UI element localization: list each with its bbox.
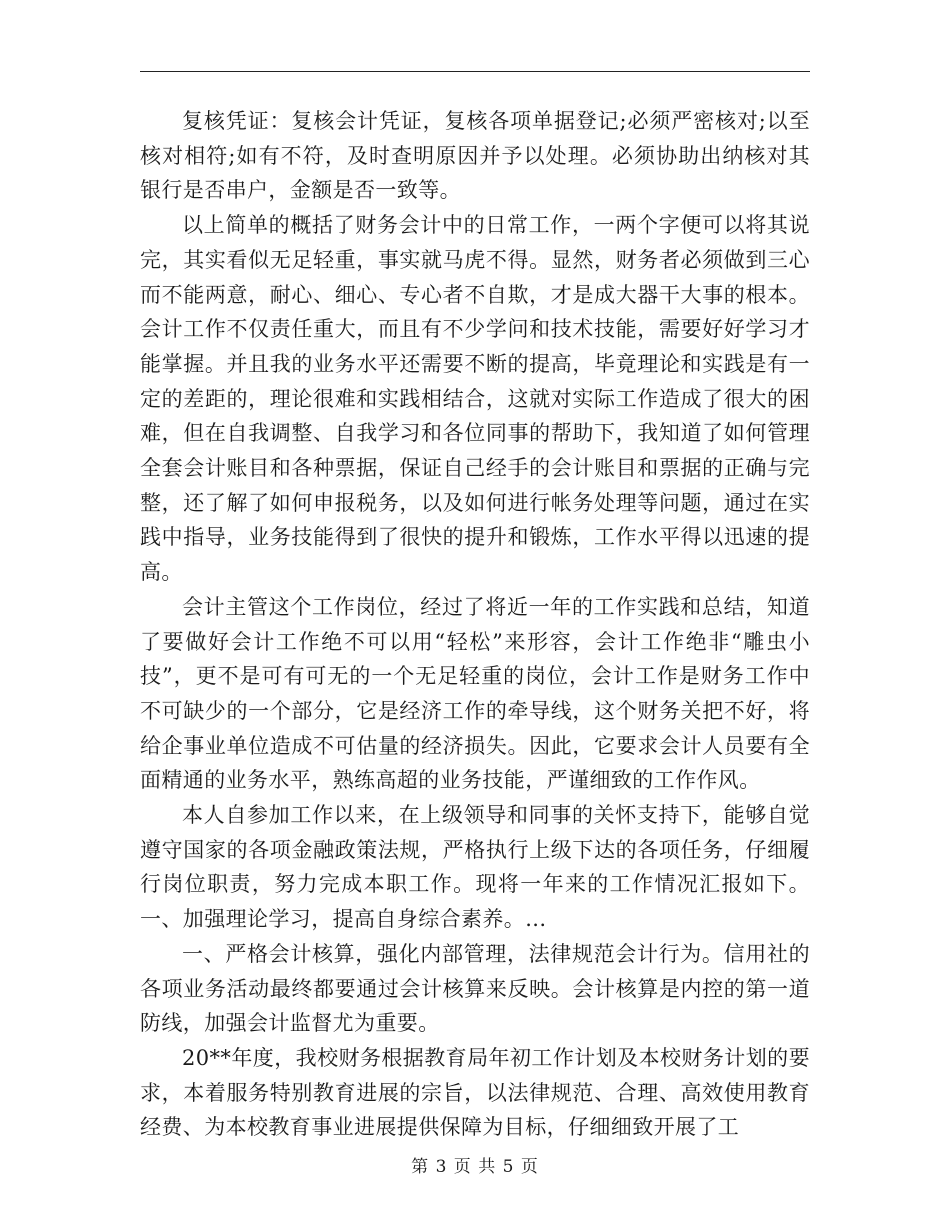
- document-body: [140, 104, 810, 1145]
- paragraph-strict-accounting: 一、严格会计核算，强化内部管理，法律规范会计行为。信用社的各项业务活动最终都要通过会计核算来反映。会计核算是内控的第一道防线，加强会计监督尤为重要。: [140, 941, 810, 1036]
- paragraph-daily-work-summary: 以上简单的概括了财务会计中的日常工作，一两个字便可以将其说完，其实看似无足轻重，事实就马虎不得。显然，财务者必须做到三心而不能两意，耐心、细心、专心者不自欺，才是成大器干大事的根本。会计工作不仅责任重大，而且有不少学问和技术技能，需要好好学习才能掌握。并且我的业务水平还需要不断的提高，毕竟理论和实践是有一定的差距的，理论很难和实践相结合，这就对实际工作造成了很大的困难，但在自我调整、自我学习和各位同事的帮助下，我知道了如何管理全套会计账目和各种票据，保证自己经手的会计账目和票据的正确与完整，还了解了如何申报税务，以及如何进行帐务处理等问题，通过在实践中指导，业务技能得到了很快的提升和锻炼，工作水平得以迅速的提高。: [140, 213, 810, 585]
- paragraph-accounting-supervisor: 会计主管这个工作岗位，经过了将近一年的工作实践和总结，知道了要做好会计工作绝不可以用“轻松”来形容，会计工作绝非“雕虫小技”，更不是可有可无的一个无足轻重的岗位，会计工作是财务工作中不可缺少的一个部分，它是经济工作的牵导线，这个财务关把不好，将给企事业单位造成不可估量的经济损失。因此，它要求会计人员要有全面精通的业务水平，熟练高超的业务技能，严谨细致的工作作风。: [140, 594, 810, 793]
- page-number-footer: 第 3 页 共 5 页: [411, 1157, 539, 1177]
- paragraph-school-finance: 20**年度，我校财务根据教育局年初工作计划及本校财务计划的要求，本着服务特别教育进展的宗旨，以法律规范、合理、高效使用教育经费、为本校教育事业进展提供保障为目标，仔细细致开展了工: [140, 1045, 810, 1140]
- paragraph-review-vouchers: 复核凭证：复核会计凭证，复核各项单据登记;必须严密核对;以至核对相符;如有不符，及时查明原因并予以处理。必须协助出纳核对其银行是否串户，金额是否一致等。: [140, 109, 810, 203]
- header-rule: [140, 71, 810, 72]
- paragraph-personal-report: 本人自参加工作以来，在上级领导和同事的关怀支持下，能够自觉遵守国家的各项金融政策法规，严格执行上级下达的各项任务，仔细履行岗位职责，努力完成本职工作。现将一年来的工作情况汇报如下。一、加强理论学习，提高自身综合素养。...: [140, 803, 810, 932]
